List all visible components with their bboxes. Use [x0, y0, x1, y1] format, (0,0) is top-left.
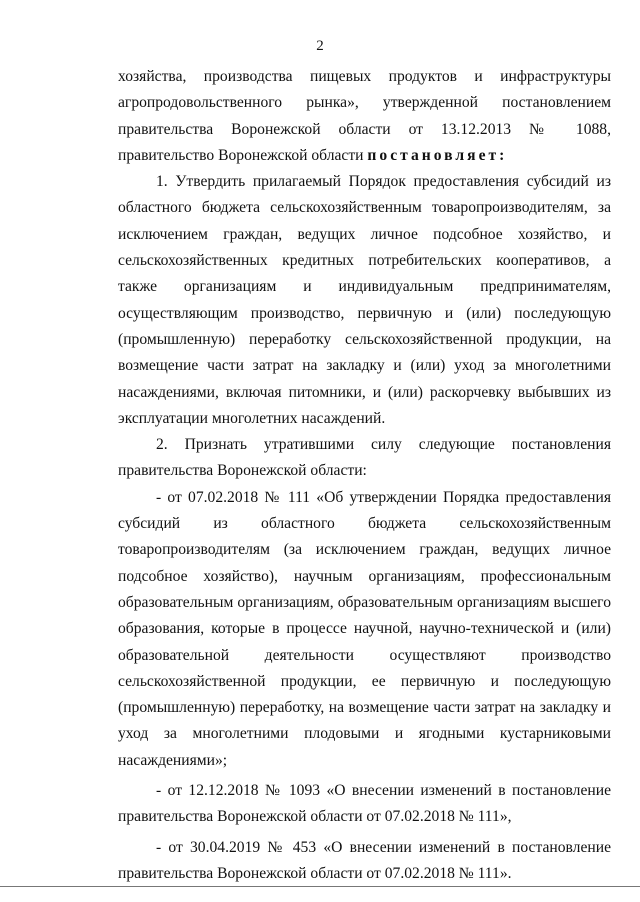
repealed-item-1: - от 07.02.2018 № 111 «Об утверждении Порядка предоставления субсидий из областного бюджета сельскохозяйственным товаропроизводителям (за исключением граждан, ведущих личное подсобное хозяйство), научным организациям, профессиональным образовательным организациям, образовательным организациям высшего образования, которые в процессе научной, научно-технической и (или) образовательной деятельности осуществляют производство сельскохозяйственной продукции, ее первичную и последующую (промышленную) переработку, на возмещение части затрат на закладку и уход за многолетними плодовыми и ягодными кустарниковыми насаждениями»;	[118, 488, 611, 769]
intro-paragraph	[118, 64, 611, 169]
item-1-number: 1.	[156, 173, 168, 191]
item-1-text: Утвердить прилагаемый Порядок предоставления субсидий из областного бюджета сельскохозяйственным товаропроизводителям, за исключением граждан, ведущих личное подсобное хозяйство, и сельскохозяйственных кредитных потребительских кооперативов, а также организациям и индивидуальным предпринимателям, осуществляющим производство, первичную и (или) последующую (промышленную) переработку сельскохозяйственной продукции, на возмещение части затрат на закладку и (или) уход за многолетними насаждениями, включая питомники, и (или) раскорчевку выбывших из эксплуатации многолетних насаждений.	[118, 173, 611, 427]
scan-edge-line	[0, 886, 640, 887]
item-2-number: 2.	[156, 436, 168, 454]
repealed-item-2: - от 12.12.2018 № 1093 «О внесении изменений в постановление правительства Воронежской области от 07.02.2018 № 111»,	[118, 782, 611, 826]
repealed-item-3: - от 30.04.2019 № 453 «О внесении изменений в постановление правительства Воронежской области от 07.02.2018 № 111».	[118, 838, 611, 882]
page-number: 2	[316, 38, 324, 54]
item-1	[118, 169, 611, 432]
decree-word: постановляет:	[367, 146, 508, 164]
document-body	[118, 64, 611, 887]
item-2	[118, 432, 611, 485]
item-2-text: Признать утратившими силу следующие постановления правительства Воронежской области:	[118, 436, 611, 480]
intro-text: хозяйства, производства пищевых продуктов и инфраструктуры агропродовольственного рынка», утвержденной постановлением правительства Воронежской области от 13.12.2013 № 1088, правительство Воронежской области	[118, 68, 611, 164]
